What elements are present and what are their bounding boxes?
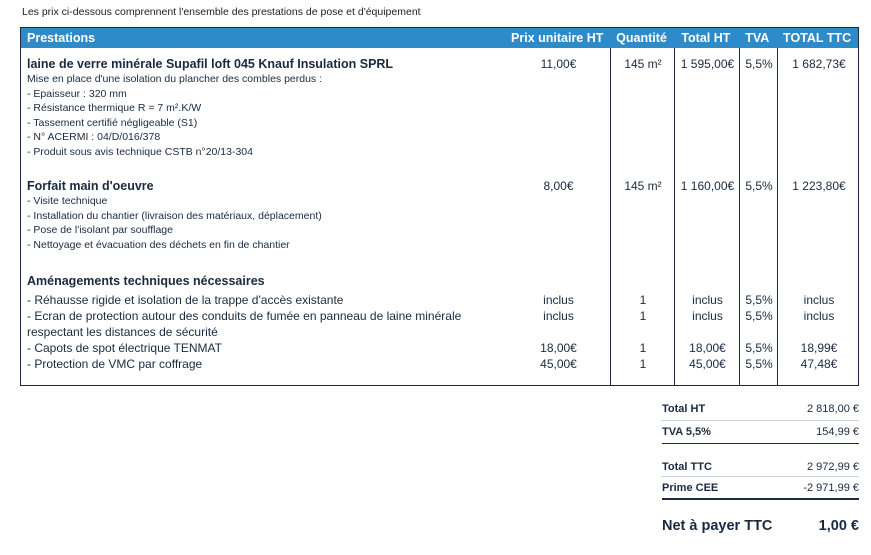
line-item-insulation bbox=[21, 56, 858, 159]
row-label: - Réhausse rigide et isolation de la trappe d'accès existante bbox=[27, 293, 344, 307]
item-unit-price: 8,00€ bbox=[543, 179, 574, 193]
row-total-ht bbox=[675, 324, 740, 340]
row-total-ttc bbox=[778, 324, 860, 340]
item-tva: 5,5% bbox=[745, 179, 773, 193]
table-row bbox=[21, 340, 858, 356]
row-tva bbox=[740, 324, 778, 340]
row-total-ht: inclus bbox=[692, 309, 723, 323]
total-ttc-value: 2 972,99 € bbox=[807, 461, 859, 473]
row-tva: 5,5% bbox=[745, 293, 773, 307]
row-total-ttc: 47,48€ bbox=[800, 357, 838, 371]
description-line: - Produit sous avis technique CSTB n°20/13-304 bbox=[27, 145, 253, 158]
line-item-labour bbox=[21, 178, 858, 252]
net-label: Net à payer TTC bbox=[662, 518, 773, 534]
row-unit-price: 18,00€ bbox=[540, 341, 577, 355]
item-unit-price: 11,00€ bbox=[540, 57, 577, 71]
tva-label: TVA 5,5% bbox=[662, 426, 711, 438]
description-line: - Résistance thermique R = 7 m².K/W bbox=[27, 102, 202, 114]
row-total-ttc: inclus bbox=[803, 293, 835, 307]
item-quantity: 145 m² bbox=[624, 179, 662, 193]
description-line: - N° ACERMI : 04/D/016/378 bbox=[27, 131, 161, 143]
header-total-ttc: TOTAL TTC bbox=[783, 31, 852, 45]
item-total-ht: 1 160,00€ bbox=[680, 179, 735, 193]
table-row bbox=[21, 308, 858, 324]
row-quantity: 1 bbox=[639, 309, 647, 323]
header-prix-unitaire: Prix unitaire HT bbox=[511, 31, 604, 45]
row-tva: 5,5% bbox=[745, 309, 773, 323]
row-label: respectant les distances de sécurité bbox=[27, 325, 218, 339]
description-line: - Tassement certifié négligeable (S1) bbox=[27, 116, 198, 129]
row-total-ttc: inclus bbox=[803, 309, 835, 323]
section-title: Aménagements techniques nécessaires bbox=[27, 274, 265, 288]
total-ttc-row bbox=[662, 444, 859, 477]
row-total-ht: inclus bbox=[692, 293, 723, 307]
row-label: - Ecran de protection autour des conduits de fumée en panneau de laine minérale bbox=[27, 309, 462, 323]
prime-cee-value: -2 971,99 € bbox=[803, 481, 859, 494]
item-description bbox=[21, 72, 506, 159]
row-total-ttc: 18,99€ bbox=[800, 341, 838, 355]
total-ht-value: 2 818,00 € bbox=[807, 403, 859, 415]
row-tva: 5,5% bbox=[745, 357, 773, 371]
header-total-ht: Total HT bbox=[681, 31, 731, 45]
description-line: - Installation du chantier (livraison des matériaux, déplacement) bbox=[27, 209, 322, 222]
item-quantity: 145 m² bbox=[624, 57, 662, 71]
table-row bbox=[21, 356, 858, 372]
row-tva: 5,5% bbox=[745, 341, 773, 355]
row-unit-price: inclus bbox=[543, 293, 574, 307]
net-value: 1,00 € bbox=[818, 518, 859, 534]
description-line: - Nettoyage et évacuation des déchets en fin de chantier bbox=[27, 238, 290, 251]
description-line: - Epaisseur : 320 mm bbox=[27, 87, 127, 100]
total-ht-label: Total HT bbox=[662, 403, 706, 415]
description-line: Mise en place d'une isolation du plancher des combles perdus : bbox=[27, 73, 323, 85]
item-title: laine de verre minérale Supafil loft 045 Knauf Insulation SPRL bbox=[27, 57, 394, 71]
row-quantity: 1 bbox=[639, 357, 647, 371]
header-quantite: Quantité bbox=[616, 31, 667, 45]
net-to-pay bbox=[662, 518, 859, 534]
header-prestations: Prestations bbox=[27, 31, 96, 45]
table-header bbox=[21, 28, 858, 48]
totals-summary bbox=[662, 398, 859, 500]
total-ht-row bbox=[662, 398, 859, 421]
intro-text: Les prix ci-dessous comprennent l'ensemble des prestations de pose et d'équipement bbox=[22, 6, 421, 18]
item-total-ttc: 1 682,73€ bbox=[792, 57, 846, 71]
item-total-ttc: 1 223,80€ bbox=[792, 179, 846, 193]
prime-cee-row bbox=[662, 477, 859, 500]
tva-row bbox=[662, 421, 859, 444]
item-description bbox=[21, 194, 506, 252]
total-ttc-label: Total TTC bbox=[662, 461, 712, 473]
technical-section bbox=[21, 273, 858, 372]
row-unit-price: 45,00€ bbox=[540, 357, 577, 371]
table-body bbox=[21, 48, 858, 385]
header-tva: TVA bbox=[745, 31, 770, 45]
table-row bbox=[21, 292, 858, 308]
row-unit-price: inclus bbox=[543, 309, 574, 323]
item-total-ht: 1 595,00€ bbox=[680, 57, 735, 71]
row-total-ht: 45,00€ bbox=[689, 357, 726, 371]
quote-table bbox=[20, 27, 859, 386]
row-label: - Protection de VMC par coffrage bbox=[27, 357, 203, 371]
table-row bbox=[21, 324, 858, 340]
row-unit-price bbox=[506, 324, 611, 340]
row-label: - Capots de spot électrique TENMAT bbox=[27, 341, 222, 355]
row-quantity: 1 bbox=[639, 341, 647, 355]
row-quantity bbox=[611, 324, 675, 340]
row-quantity: 1 bbox=[639, 293, 647, 307]
item-tva: 5,5% bbox=[745, 57, 773, 71]
description-line: - Pose de l'isolant par soufflage bbox=[27, 224, 173, 236]
description-line: - Visite technique bbox=[27, 195, 108, 207]
prime-cee-label: Prime CEE bbox=[662, 481, 719, 494]
row-total-ht: 18,00€ bbox=[689, 341, 726, 355]
tva-value: 154,99 € bbox=[816, 426, 859, 438]
item-title: Forfait main d'oeuvre bbox=[27, 179, 154, 193]
